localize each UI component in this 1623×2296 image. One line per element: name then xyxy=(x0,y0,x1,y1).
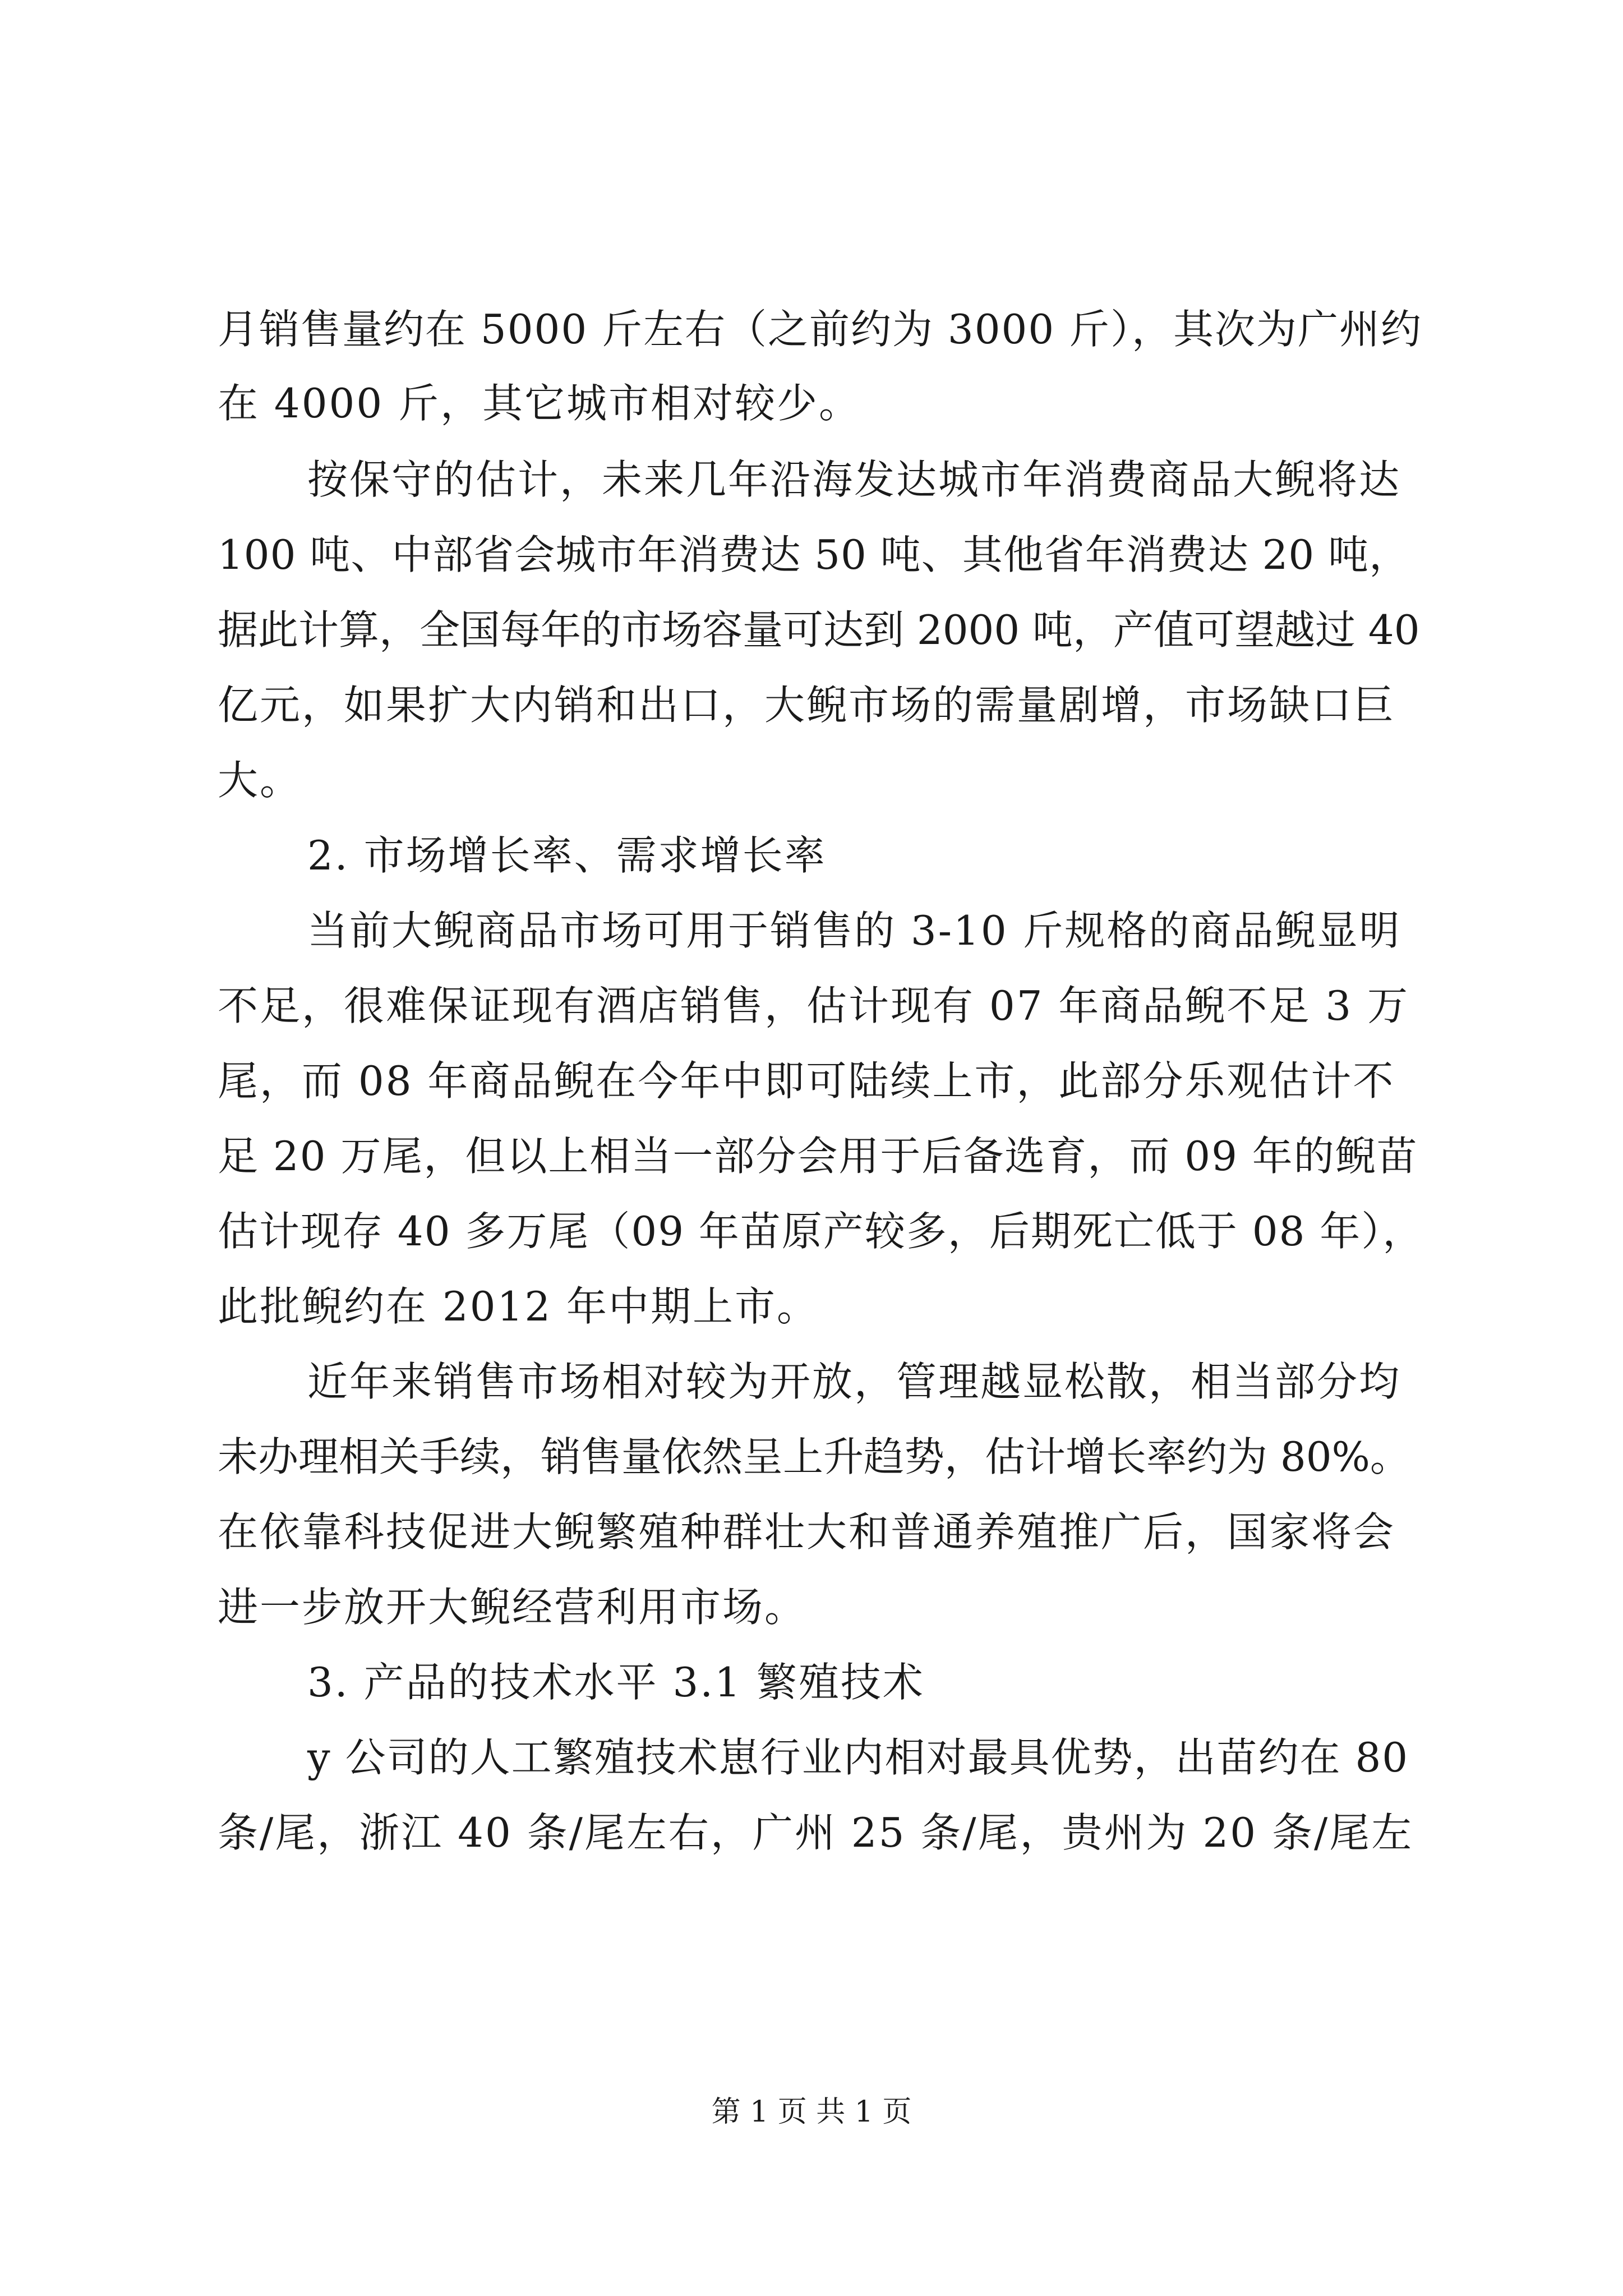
text-line: 足 20 万尾，但以上相当一部分会用于后备选育，而 09 年的鲵苗 xyxy=(218,1133,1418,1180)
text-line: 100 吨、中部省会城市年消费达 50 吨、其他省年消费达 20 吨， xyxy=(218,531,1410,578)
text-line: 不足，很难保证现有酒店销售，估计现有 07 年商品鲵不足 3 万 xyxy=(218,982,1409,1029)
text-line: 此批鲵约在 2012 年中期上市。 xyxy=(218,1283,819,1330)
section-heading: 3. 产品的技术水平 3.1 繁殖技术 xyxy=(307,1659,925,1706)
section-heading: 2. 市场增长率、需求增长率 xyxy=(307,832,827,879)
text-line: 条/尾，浙江 40 条/尾左右，广州 25 条/尾，贵州为 20 条/尾左 xyxy=(218,1809,1414,1856)
text-line: 未办理相关手续，销售量依然呈上升趋势，估计增长率约为 80%。 xyxy=(218,1433,1410,1480)
text-line: 尾，而 08 年商品鲵在今年中即可陆续上市，此部分乐观估计不 xyxy=(218,1057,1395,1105)
paragraph-start-line: 当前大鲵商品市场可用于销售的 3-10 斤规格的商品鲵显明 xyxy=(307,907,1401,954)
text-line: 估计现存 40 多万尾（09 年苗原产较多，后期死亡低于 08 年）， xyxy=(218,1208,1424,1255)
text-line: 亿元，如果扩大内销和出口，大鲵市场的需量剧增，市场缺口巨 xyxy=(218,682,1396,729)
paragraph-start-line: 近年来销售市场相对较为开放，管理越显松散，相当部分均 xyxy=(307,1358,1401,1405)
text-line: 进一步放开大鲵经营利用市场。 xyxy=(218,1584,807,1631)
paragraph-start-line: 按保守的估计，未来几年沿海发达城市年消费商品大鲵将达 xyxy=(307,456,1401,503)
text-line: 在依靠科技促进大鲵繁殖种群壮大和普通养殖推广后，国家将会 xyxy=(218,1508,1396,1556)
paragraph-start-line: y 公司的人工繁殖技术崽行业内相对最具优势，出苗约在 80 xyxy=(307,1734,1409,1781)
page-number-footer: 第 1 页 共 1 页 xyxy=(711,2095,912,2129)
text-line: 在 4000 斤，其它城市相对较少。 xyxy=(218,380,861,427)
text-line: 据此计算，全国每年的市场容量可达到 2000 吨，产值可望越过 40 xyxy=(218,606,1420,654)
text-line: 月销售量约在 5000 斤左右（之前约为 3000 斤），其次为广州约 xyxy=(218,306,1423,353)
text-line: 大。 xyxy=(218,757,302,804)
